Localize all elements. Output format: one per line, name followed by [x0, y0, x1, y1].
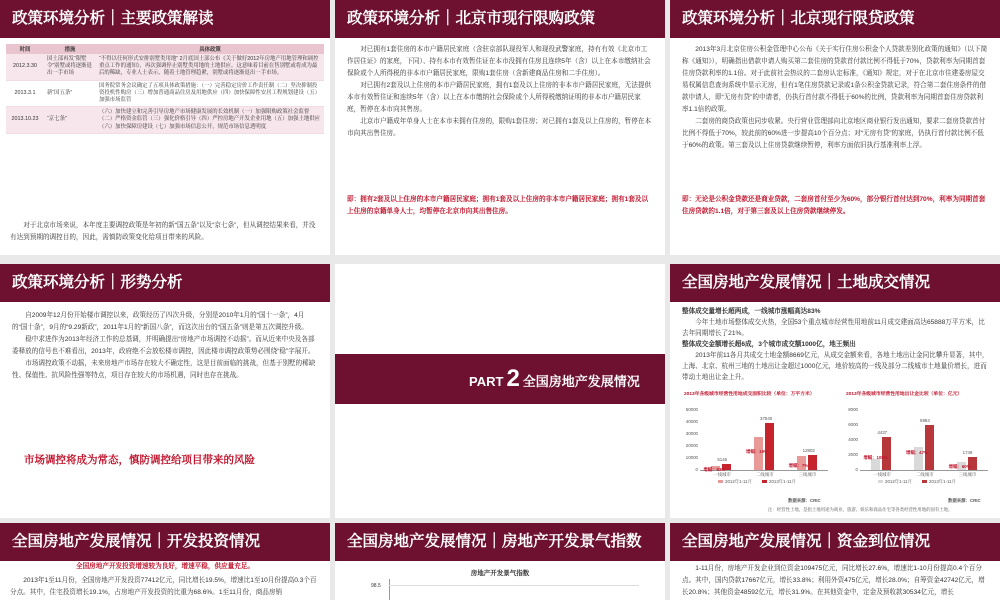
policy-footnote: [10, 220, 322, 244]
highlight-text: 即：无论是公积金贷款还是商业贷款，二套房首付至少为60%，部分银行首付达到70%，利率为同期首套住房贷款的1.1倍，对于第三套及以上住房贷款继续停发。: [682, 196, 986, 215]
grid-line: [389, 585, 639, 586]
slide-body: [682, 563, 988, 599]
slide-title: 全国房地产发展情况｜开发投资情况: [0, 523, 330, 561]
x-tick-label: 二线城市: [756, 472, 774, 477]
table-row: [6, 80, 324, 107]
bar-2013: [765, 423, 774, 470]
paragraph: 市场调控政策不动摇，未来房地产市场存在较大不确定性，这是目前面临的挑战，但基于别墅的稀缺性、保值性、抗风险性强等特点，项目存在较大的市场机遇，同时也存在挑战。: [12, 360, 316, 379]
y-axis: [389, 579, 390, 600]
slide-land-transactions: [670, 264, 1000, 518]
bar-2013: [882, 437, 891, 470]
x-tick-label: 三线城市: [958, 472, 977, 477]
table-header: 具体政策: [96, 44, 324, 54]
paragraph: 1-11月份，房地产开发企业到位资金109475亿元，同比增长27.6%，增速比1-10月份提高0.4个百分点。其中，国内贷款17667亿元，增长33.8%；利用外资475亿元，增长28.0%；自筹资金42742亿元，增长20.8%；其他资金48592亿元，增长31.9%。在其他资金中，定金及预收款30534亿元，增长: [682, 565, 985, 596]
slide-body: [12, 310, 318, 382]
y-tick-label: 4000: [848, 437, 858, 442]
risk-highlight: 市场调控将成为常态，慎防调控给项目带来的风险: [24, 454, 255, 466]
y-tick-label: 8000: [848, 407, 858, 412]
legend-swatch-2013: [762, 480, 767, 483]
slide-title: 政策环境分析｜主要政策解读: [0, 0, 330, 38]
slide-purchase-restriction: [335, 0, 665, 255]
change-label: 增幅：60%: [948, 464, 971, 470]
table-cell: 2013.10.23: [6, 107, 44, 134]
legend-label: 2012年1-11月: [725, 479, 753, 484]
table-cell: “不得以任何形式安排别墅类用地” 2月底国土部公布《关于做好2012年房地产用地管理和调控重点工作的通知》，再次强调停止别墅类用地的土地供应。这意味着目前在售别墅或将成为最后的稀缺，专业人士表示，随着土地管理趋紧，别墅或将逐渐退出一手市场。: [96, 54, 324, 80]
paragraph: 2013年3月北京住房公积金管理中心公布《关于实行住房公积金个人贷款差别化政策的通知》（以下简称《通知》），明确指出借款申请人购买第二套住房的贷款首付款比例不得低于70%，贷款利率为同期首套住房贷款利率的1.1倍。对于此前社会热议的二套房认定标准，《通知》规定，对于在北京市住建委房屋交易权属信息查询系统中显示无房，但有1笔住房贷款记录或1条公积金贷款记录，符合第二套住房条件的借款申请人，即“无房有贷”的申请者，仍执行首付款不得低于60%的比例，贷款利率为同期首套住房贷款利率1.1倍的政策。: [682, 46, 988, 113]
slide-title: 全国房地产发展情况｜资金到位情况: [670, 523, 1000, 561]
table-cell: 新“国五条”: [44, 80, 96, 107]
part-label: PART: [469, 374, 504, 389]
chart-title-price: 2013年各级城市经营性用地出让金比较（单位：亿元）: [846, 392, 963, 397]
subheading: 整体成交金额增长超6成，3个城市成交额1000亿，地王频出: [682, 341, 856, 348]
slide-body: [10, 575, 320, 599]
legend-swatch-2013: [922, 480, 927, 483]
highlight-text: 全国房地产开发投资增速较为良好，增速平稳，供应量充足。: [75, 563, 255, 570]
y-tick: 98.5: [371, 583, 381, 589]
legend-swatch-2012: [878, 480, 883, 483]
paragraph: 对已拥有2套及以上住房的本市户籍居民家庭，拥有1套及以上住房的非本市户籍居民家庭，无法提供本市有效暂住证和连续5年（含）以上在本市缴纳社会保险或个人所得税缴纳证明的非本市户籍居民家庭，暂停在本市向其售房。: [347, 82, 652, 113]
table-row: [6, 107, 324, 134]
legend-swatch-2012: [718, 480, 723, 483]
highlight-text: 即：拥有2套及以上住房的本市户籍居民家庭；拥有1套及以上住房的非本市户籍居民家庭；拥有1套及以上住房的京籍单身人士，均暂停在北京市向其出售住房。: [347, 196, 649, 215]
table-cell: 国务院常务会议确定了五项具体政策措施：（一）完善稳定房价工作责任制（二）坚决抑制投资投机性购房（三）增加普通商品住房及用地供应（四）加快保障性安居工程规划建设（五）加强市场监管: [96, 80, 324, 107]
chart-land-area: [678, 396, 834, 492]
footnote-text: 对于北京市场来说，本年度主要调控政策是年初的新“国五条”以及“京七条”，但从调控结果来看，并没有达到预期的调控目的，因此，需慎防政策变化给项目带来的风险。: [10, 222, 316, 241]
paragraph: 对已拥有1套住房的本市户籍居民家庭（含驻京部队现役军人和现役武警家庭，持有有效《北京市工作居住证》的家庭，下同）、持有本市有效暂住证在本市没拥有住房且连续5年（含）以上在本市缴纳社会保险或个人所得税的非本市户籍居民家庭，限购1套住房（含新建商品住房和二手住房）。: [347, 46, 651, 77]
x-tick-label: 一线城市: [713, 472, 731, 477]
slide-body: [682, 44, 988, 152]
subheading: 整体成交量增长超两成，一线城市涨幅高达83%: [682, 308, 821, 315]
y-tick-label: 0: [695, 467, 698, 472]
paragraph: 2013年前11各月共成交土地金额8669亿元，从成交金额来看，各地土地出让金同比攀升显著，其中，上海、北京、杭州三地的土地出让金超过1000亿元，地价较高的一线及部分二线城市土地量价增长，进而带动土地出让金上升。: [682, 352, 989, 381]
y-tick-label: 40000: [685, 419, 698, 424]
part-heading: [469, 360, 640, 401]
x-axis: [860, 470, 988, 471]
slide-title: 全国房地产发展情况｜土地成交情况: [670, 264, 1000, 302]
data-source: 数据来源：CRIC: [788, 498, 821, 503]
table-header: 时间: [6, 44, 44, 54]
y-tick-label: 2000: [848, 452, 858, 457]
data-label: 12802: [802, 447, 815, 453]
data-label: 1748: [962, 449, 973, 455]
chart-title-area: 2013年各级城市经营性用地成交面积比较（单位：万平方米）: [684, 392, 815, 397]
paragraph: 今年土地市场整体成交火热，全国53个重点城市经营性用地前11月成交建面高达65888万平方米，比去年同期增长了21%。: [682, 319, 985, 337]
paragraph: 北京市户籍成年单身人士在本市未拥有住房的，限购1套住房；对已拥有1套及以上住房的，暂停在本市向其出售住房。: [347, 118, 652, 137]
y-tick-label: 6000: [848, 422, 858, 427]
paragraph: 二套房的商贷政策也同步收紧。央行营业管理部向北京地区商业银行发出通知，要求二套房贷款首付比例不得低于70%，较此前的60%进一步提高10个百分点；对“无房有贷”的家庭，仍执行首付款比例不低于60%的政策。第三套及以上住房贷款继续暂停，利率方面依旧执行基准利率上浮。: [682, 118, 986, 149]
chart-land-price: [838, 396, 994, 492]
paragraph: 2013年1至11月份，全国房地产开发投资77412亿元，同比增长19.5%，增速比1至10月份提高0.3个百分点。其中，住宅投资增长19.1%，占房地产开发投资的比重为68.6%。1至11月份，商品房销: [10, 577, 317, 596]
bar-2013: [925, 425, 934, 470]
chart-title: 房地产开发景气指数: [470, 570, 530, 577]
change-label: 增幅：105%: [863, 455, 888, 461]
change-label: 增幅：7%: [788, 463, 809, 469]
legend-label: 2013年1-11月: [769, 479, 797, 484]
y-tick-label: 0: [855, 467, 858, 472]
change-label: 增幅：47%: [906, 449, 928, 455]
legend-label: 2013年1-11月: [929, 479, 957, 484]
table-row: [6, 54, 324, 80]
data-label: 4437: [877, 429, 888, 435]
slide-title: 政策环境分析｜形势分析: [0, 264, 330, 302]
data-label: 5146: [717, 456, 728, 462]
slide-situation-analysis: [0, 264, 330, 518]
slide-title: 政策环境分析｜北京现行限贷政策: [670, 0, 1000, 38]
slide-loan-restriction: [670, 0, 1000, 255]
slide-body: [682, 306, 990, 383]
y-tick-label: 20000: [685, 443, 698, 448]
y-tick-label: 50000: [685, 407, 698, 412]
y-tick-label: 10000: [685, 455, 698, 460]
part-title: 全国房地产发展情况: [522, 374, 640, 389]
slide-policy-interpretation: [0, 0, 330, 255]
data-label: 5984: [920, 418, 930, 424]
slide-part2-divider: [335, 264, 665, 518]
bar-2013: [808, 455, 817, 470]
change-label: 增幅：19%: [746, 448, 768, 454]
table-cell: （六）加快建立和完善引导房地产市场健康发展的长效机制（一）加强限购政策社会监督（二）严格资金监管（三）强化价格引导（四）严控房地产开发企业用地（五）加强土地供应（六）加快保障房建设（七）加强市场信息公开，规范市场信息透明度: [96, 107, 324, 134]
paragraph: 自2009年12月份开始楼市调控以来，政策经历了四次升级，分别是2010年1月的“国十一条”，4月的“国十条”，9月的“9.29新政”，2011年1月的“新国八条”，而这次出台的“国五条”则是第五次调控升级。: [12, 312, 308, 331]
slide-title: 全国房地产发展情况｜房地产开发景气指数: [335, 523, 665, 561]
policy-table: [6, 44, 324, 134]
slide-climate-index: [335, 523, 665, 600]
table-header: 措施: [44, 44, 96, 54]
chart-note: 注：经营性土地，是指土地用途为商业、旅游、娱乐和商品住宅等各类经营性用地的国有土地。: [768, 507, 953, 512]
x-tick-label: 一线城市: [873, 472, 891, 477]
table-cell: 2012.3.30: [6, 54, 44, 80]
slide-investment: [0, 523, 330, 600]
table-cell: 国土部再发“限墅令”别墅或将逐渐退出一手市场: [44, 54, 96, 80]
part-number: 2: [506, 365, 520, 392]
paragraph: 稳中求进作为2013年经济工作的总基调，并明确提出“房地产市场调控不动摇”。而从近来中央及各部委释放的信号也不难看出，2013年，政府绝不会放松楼市调控，因此楼市调控政策势必围绕“稳”字展开。: [12, 336, 315, 355]
data-source: 数据来源：CRIC: [948, 498, 981, 503]
legend-label: 2012年1-11月: [885, 479, 913, 484]
x-tick-label: 三线城市: [798, 472, 817, 477]
slide-body: [347, 44, 653, 140]
slide-title: 政策环境分析｜北京市现行限购政策: [335, 0, 665, 38]
table-cell: “京七条”: [44, 107, 96, 134]
change-label: 增幅：83%: [703, 467, 726, 473]
data-label: 37540: [760, 415, 773, 421]
table-cell: 2013.3.1: [6, 80, 44, 107]
slide-funding: [670, 523, 1000, 600]
y-tick-label: 30000: [685, 431, 698, 436]
x-tick-label: 二线城市: [916, 472, 934, 477]
